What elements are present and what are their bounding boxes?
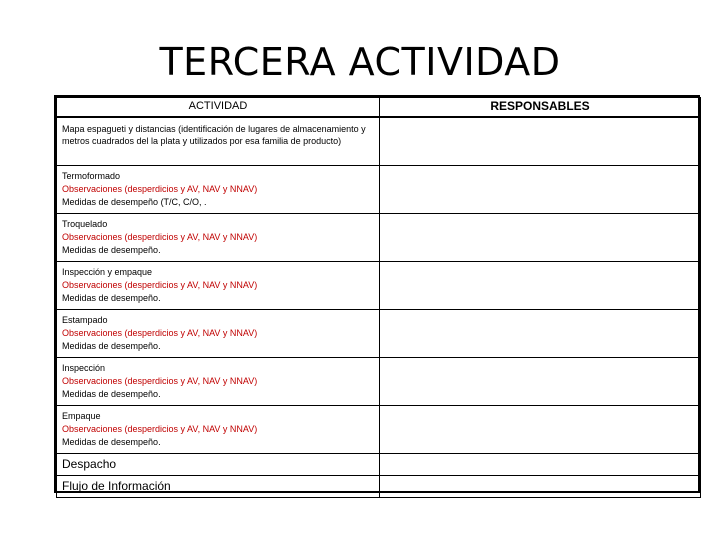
header-activity: ACTIVIDAD <box>57 98 380 118</box>
activity-cell <box>57 475 380 497</box>
activity-cell <box>57 165 380 213</box>
activity-line: Medidas de desempeño. <box>62 388 161 399</box>
activity-table <box>54 95 700 493</box>
activity-line: Mapa espagueti y distancias (identificación de lugares de almacenamiento y metros cuadrados del la plata y utilizados por esa familia de producto) <box>62 124 366 146</box>
responsible-cell[interactable] <box>380 309 701 357</box>
table-row <box>57 475 701 497</box>
activity-cell <box>57 309 380 357</box>
table-row <box>57 261 701 309</box>
table-row <box>57 453 701 475</box>
activity-line: Flujo de Información <box>62 478 171 493</box>
table-row <box>57 405 701 453</box>
responsible-cell[interactable] <box>380 405 701 453</box>
responsible-cell[interactable] <box>380 357 701 405</box>
table-row <box>57 165 701 213</box>
activity-line: Observaciones (desperdicios y AV, NAV y NNAV) <box>62 423 258 434</box>
activity-cell <box>57 213 380 261</box>
activity-line: Observaciones (desperdicios y AV, NAV y NNAV) <box>62 183 258 194</box>
activity-line: Termoformado <box>62 170 121 181</box>
activity-line: Observaciones (desperdicios y AV, NAV y NNAV) <box>62 231 258 242</box>
table-row <box>57 309 701 357</box>
activity-line: Empaque <box>62 410 101 421</box>
responsible-cell[interactable] <box>380 261 701 309</box>
activity-line: Medidas de desempeño (T/C, C/O, . <box>62 196 207 207</box>
header-responsible: RESPONSABLES <box>380 98 701 118</box>
table-row <box>57 357 701 405</box>
activity-line: Medidas de desempeño. <box>62 436 161 447</box>
activity-cell <box>57 405 380 453</box>
activity-cell <box>57 453 380 475</box>
responsible-cell[interactable] <box>380 213 701 261</box>
activity-line: Observaciones (desperdicios y AV, NAV y NNAV) <box>62 375 258 386</box>
activity-line: Medidas de desempeño. <box>62 340 161 351</box>
activity-line: Troquelado <box>62 218 108 229</box>
table-header-row <box>57 98 701 118</box>
table-row <box>57 213 701 261</box>
activity-line: Medidas de desempeño. <box>62 244 161 255</box>
activity-cell <box>57 261 380 309</box>
activity-line: Medidas de desempeño. <box>62 292 161 303</box>
activity-line: Observaciones (desperdicios y AV, NAV y NNAV) <box>62 279 258 290</box>
responsible-cell[interactable] <box>380 117 701 165</box>
responsible-cell[interactable] <box>380 475 701 497</box>
activity-line: Inspección y empaque <box>62 266 153 277</box>
responsible-cell[interactable] <box>380 165 701 213</box>
table-row <box>57 117 701 165</box>
responsible-cell[interactable] <box>380 453 701 475</box>
activity-line: Inspección <box>62 362 106 373</box>
activity-line: Despacho <box>62 456 117 471</box>
slide-title: TERCERA ACTIVIDAD <box>159 40 561 84</box>
activity-cell <box>57 357 380 405</box>
activity-line: Estampado <box>62 314 108 325</box>
activity-line: Observaciones (desperdicios y AV, NAV y NNAV) <box>62 327 258 338</box>
activity-cell <box>57 117 380 165</box>
